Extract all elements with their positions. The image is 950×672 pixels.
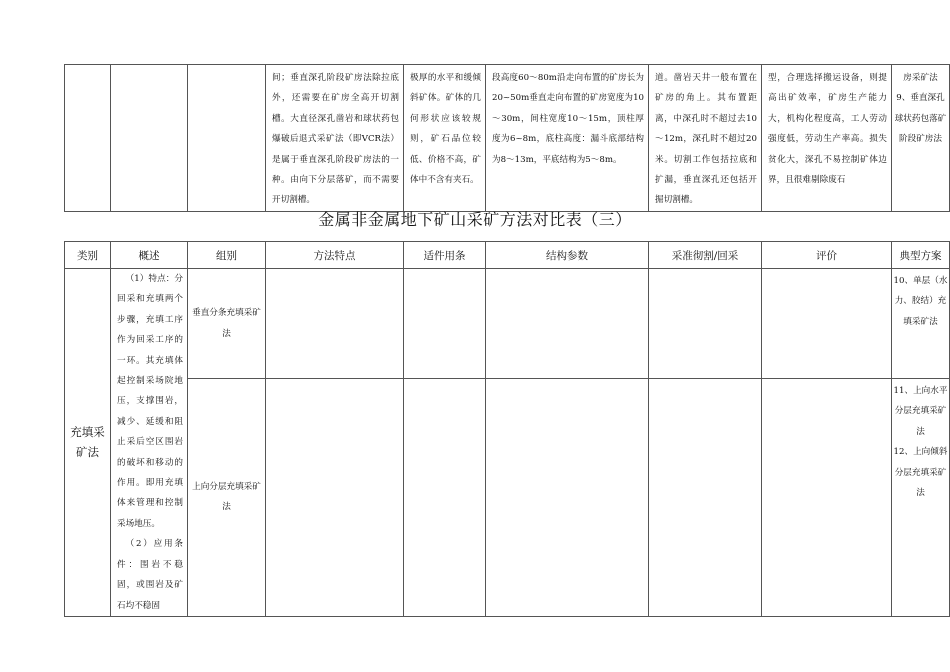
parameters-cell: 段高度60～80m沿走向布置的矿房长为20~50m垂直走向布置的矿房宽度为10～30m，间柱宽度10～15m，顶柱厚度为6~8m，底柱高度：漏斗底部结构为8～13m，平底结构为5～8m。 xyxy=(486,65,649,212)
group-cell: 上向分层充填采矿法 xyxy=(188,379,266,617)
header-conditions: 适件用条 xyxy=(404,242,486,269)
header-method-features: 方法特点 xyxy=(266,242,404,269)
empty-cell xyxy=(404,269,486,379)
typical-cell: 房采矿法 9、垂直深孔球状药包落矿阶段矿房法 xyxy=(892,65,950,212)
empty-cell xyxy=(486,379,649,617)
empty-cell xyxy=(762,379,892,617)
header-evaluation: 评价 xyxy=(762,242,892,269)
page-title: 金属非金属地下矿山采矿方法对比表（三） xyxy=(318,210,632,229)
empty-cell xyxy=(486,269,649,379)
empty-cell xyxy=(188,65,266,212)
overview-paragraph: （2）应用条件：围岩不稳固，或围岩及矿石均不稳固 xyxy=(117,539,183,611)
group-cell: 垂直分条充填采矿法 xyxy=(188,269,266,379)
method-features-cell: 间；垂直深孔阶段矿房法除拉底外，还需要在矿房全高开切割槽。大直径深孔凿岩和球状药包爆破后退式采矿法（即VCR法）是属于垂直深孔阶段矿房法的一种。由向下分层落矿，而不需要开切割槽。 xyxy=(266,65,404,212)
header-category: 类别 xyxy=(65,242,111,269)
overview-cell xyxy=(111,269,188,617)
empty-cell xyxy=(65,65,111,212)
table-row xyxy=(65,269,950,379)
conditions-cell: 极厚的水平和缓倾斜矿体。矿体的几何形状应该较规则，矿石品位较低、价格不高，矿体中不含有夹石。 xyxy=(404,65,486,212)
overview-paragraph: （1）特点：分回采和充填两个步骤，充填工序作为回采工序的一环。其充填体起控制采场院地压，支撑围岩，减少、延缓和阻止采后空区围岩的破坏和移动的作用。即用充填体来管理和控制采场地压。 xyxy=(117,274,183,529)
comparison-table xyxy=(64,241,950,617)
empty-cell xyxy=(649,379,762,617)
cutting-cell: 道。凿岩天井一般布置在矿房的角上。其布置距离，中深孔时不超过去10～12m，深孔时不超过20米。切割工作包括拉底和扩漏，垂直深孔还包括开掘切割槽。 xyxy=(649,65,762,212)
continued-table-fragment xyxy=(64,64,950,212)
typical-cell: 11、上向水平分层充填采矿法 12、上向倾斜分层充填采矿法 xyxy=(892,379,950,617)
category-cell: 充填采矿法 xyxy=(65,269,111,617)
header-overview: 概述 xyxy=(111,242,188,269)
header-group: 组别 xyxy=(188,242,266,269)
table-row xyxy=(65,379,950,617)
header-parameters: 结构参数 xyxy=(486,242,649,269)
evaluation-cell: 型，合理选择搬运设备，则提高出矿效率，矿房生产能力大，机构化程度高，工人劳动强度低，劳动生产率高。损失贫化大，深孔不易控制矿体边界，且很难剔除废石 xyxy=(762,65,892,212)
header-row xyxy=(65,242,950,269)
empty-cell xyxy=(762,269,892,379)
empty-cell xyxy=(404,379,486,617)
empty-cell xyxy=(266,269,404,379)
typical-cell: 10、单层（水力、胶结）充填采矿法 xyxy=(892,269,950,379)
empty-cell xyxy=(111,65,188,212)
header-cutting: 采准彻割/回采 xyxy=(649,242,762,269)
header-typical: 典型方案 xyxy=(892,242,950,269)
empty-cell xyxy=(266,379,404,617)
empty-cell xyxy=(649,269,762,379)
